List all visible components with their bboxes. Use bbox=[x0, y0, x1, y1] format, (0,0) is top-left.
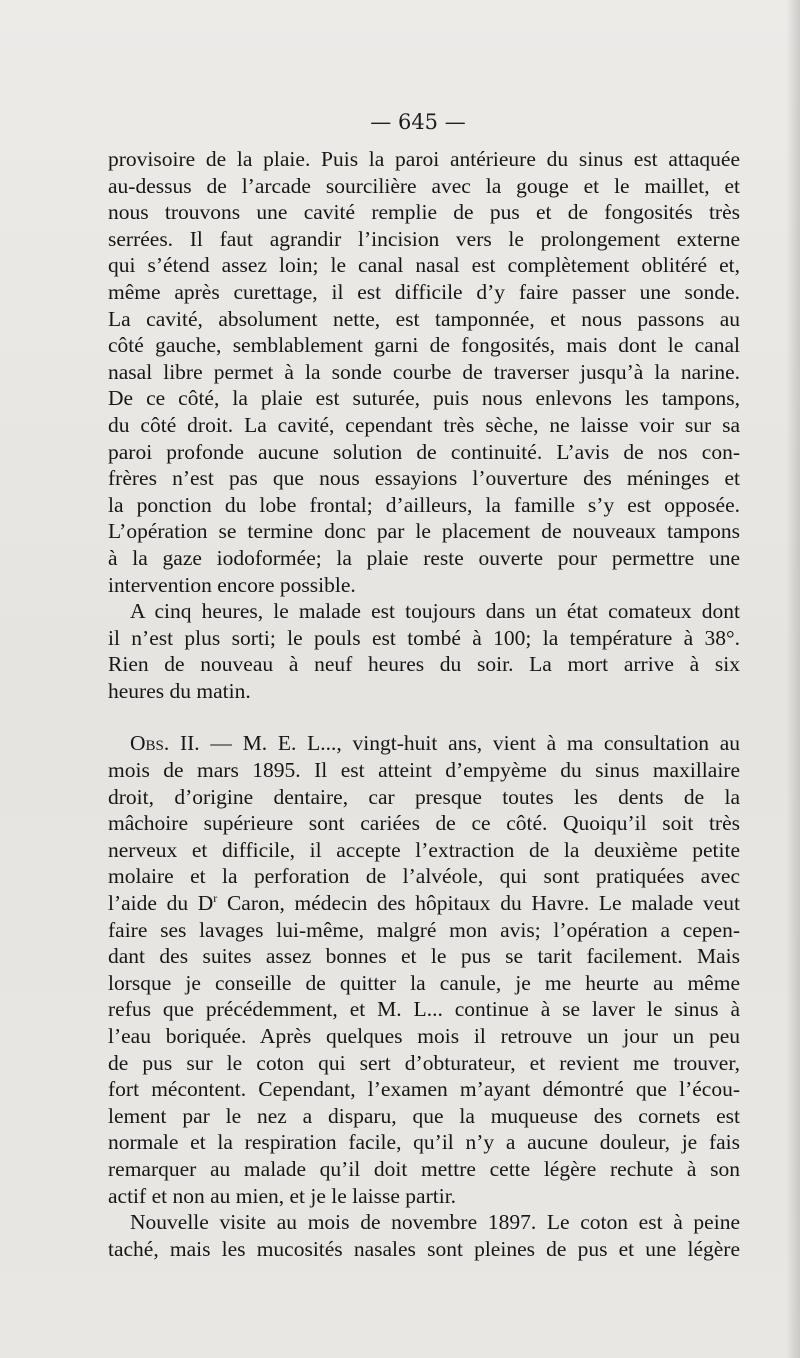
text-line: nasal libre permet à la sonde courbe de traverser jusqu’à la narine. bbox=[108, 359, 740, 384]
text-line: normale et la respiration facile, qu’il n’y a aucune douleur, je fais bbox=[108, 1130, 740, 1155]
page-edge-shadow bbox=[786, 0, 800, 1358]
text-line: l’eau boriquée. Après quelques mois il retrouve un jour un peu bbox=[108, 1024, 740, 1048]
text-line: taché, mais les mucosités nasales sont pleines de pus et une légère bbox=[108, 1236, 740, 1261]
text-line: de pus sur le coton qui sert d’obturateur, et revient me trouver, bbox=[108, 1050, 740, 1075]
text-line: même après curettage, il est difficile d’y faire passer une sonde. bbox=[108, 279, 740, 304]
paragraph-observation bbox=[108, 730, 740, 1209]
text-line: nous trouvons une cavité remplie de pus et de fongosités très bbox=[108, 200, 740, 225]
paragraph bbox=[108, 598, 740, 704]
text-line: la ponction du lobe frontal; d’ailleurs, la famille s’y est opposée. bbox=[108, 492, 740, 517]
page-number: — 645 — bbox=[370, 110, 466, 134]
paragraph bbox=[108, 146, 740, 598]
text-line: La cavité, absolument nette, est tamponnée, et nous passons au bbox=[108, 306, 740, 331]
paragraph-gap bbox=[108, 704, 740, 730]
text-line: du côté droit. La cavité, cependant très sèche, ne laisse voir sur sa bbox=[108, 412, 740, 437]
text-line: actif et non au mien, et je le laisse partir. bbox=[108, 1183, 457, 1208]
text-line: refus que précédemment, et M. L... continue à se laver le sinus à bbox=[108, 997, 740, 1022]
text-line bbox=[108, 730, 740, 757]
text-line: Nouvelle visite au mois de novembre 1897. Le coton est à peine bbox=[130, 1210, 740, 1235]
text-line: Rien de nouveau à neuf heures du soir. La mort arrive à six bbox=[108, 652, 740, 677]
text-line: mâchoire supérieure sont cariées de ce côté. Quoiqu’il soit très bbox=[108, 811, 740, 836]
superscript: r bbox=[213, 890, 218, 905]
text-line: dant des suites assez bonnes et le pus se tarit facilement. Mais bbox=[108, 944, 740, 969]
paragraph bbox=[108, 1209, 740, 1262]
text-fragment: M. E. L..., vingt-huit ans, vient à ma consultation au bbox=[242, 731, 741, 756]
text-line: droit, d’origine dentaire, car presque toutes les dents de la bbox=[108, 784, 740, 809]
text-line: frères n’est pas que nous essayions l’ouverture des méninges et bbox=[108, 466, 740, 491]
text-line: L’opération se termine donc par le placement de nouveaux tampons bbox=[108, 519, 740, 544]
text-line: remarquer au malade qu’il doit mettre cette légère rechute à son bbox=[108, 1156, 740, 1181]
text-line: provisoire de la plaie. Puis la paroi antérieure du sinus est attaquée bbox=[108, 147, 740, 171]
text-line: De ce côté, la plaie est suturée, puis nous enlevons les tampons, bbox=[108, 386, 740, 411]
text-line: côté gauche, semblablement garni de fongosités, mais dont le canal bbox=[108, 333, 740, 358]
text-fragment: l’aide du D bbox=[108, 891, 214, 916]
text-line: au-dessus de l’arcade sourcilière avec la gouge et le maillet, et bbox=[108, 173, 740, 198]
text-line: nerveux et difficile, il accepte l’extraction de la deuxième petite bbox=[108, 837, 740, 862]
text-line: à la gaze iodoformée; la plaie reste ouverte pour permettre une bbox=[108, 545, 740, 570]
text-line: A cinq heures, le malade est toujours dans un état comateux dont bbox=[130, 599, 740, 624]
text-fragment: Caron, médecin des hôpitaux du Havre. Le malade veut bbox=[217, 891, 740, 916]
body-text bbox=[108, 146, 740, 1262]
text-line: il n’est plus sorti; le pouls est tombé à 100; la température à 38°. bbox=[108, 625, 740, 650]
text-line: serrées. Il faut agrandir l’incision vers le prolongement externe bbox=[108, 226, 740, 251]
text-line: fort mécontent. Cependant, l’examen m’ayant démontré que l’écou- bbox=[108, 1077, 740, 1102]
text-line bbox=[108, 890, 740, 917]
text-line: heures du matin. bbox=[108, 678, 251, 703]
text-line: paroi profonde aucune solution de continuité. L’avis de nos con- bbox=[108, 439, 740, 464]
text-line: intervention encore possible. bbox=[108, 572, 356, 597]
text-line: qui s’étend assez loin; le canal nasal est complètement oblitéré et, bbox=[108, 253, 740, 278]
observation-label: Obs. II. — bbox=[130, 731, 232, 756]
text-line: molaire et la perforation de l’alvéole, qui sont pratiquées avec bbox=[108, 864, 740, 889]
text-line: lement par le nez a disparu, que la muqueuse des cornets est bbox=[108, 1103, 740, 1128]
text-line: mois de mars 1895. Il est atteint d’empyème du sinus maxillaire bbox=[108, 758, 740, 783]
text-line: faire ses lavages lui-même, malgré mon avis; l’opération a cepen- bbox=[108, 917, 740, 942]
text-line: lorsque je conseille de quitter la canule, je me heurte au même bbox=[108, 970, 740, 995]
